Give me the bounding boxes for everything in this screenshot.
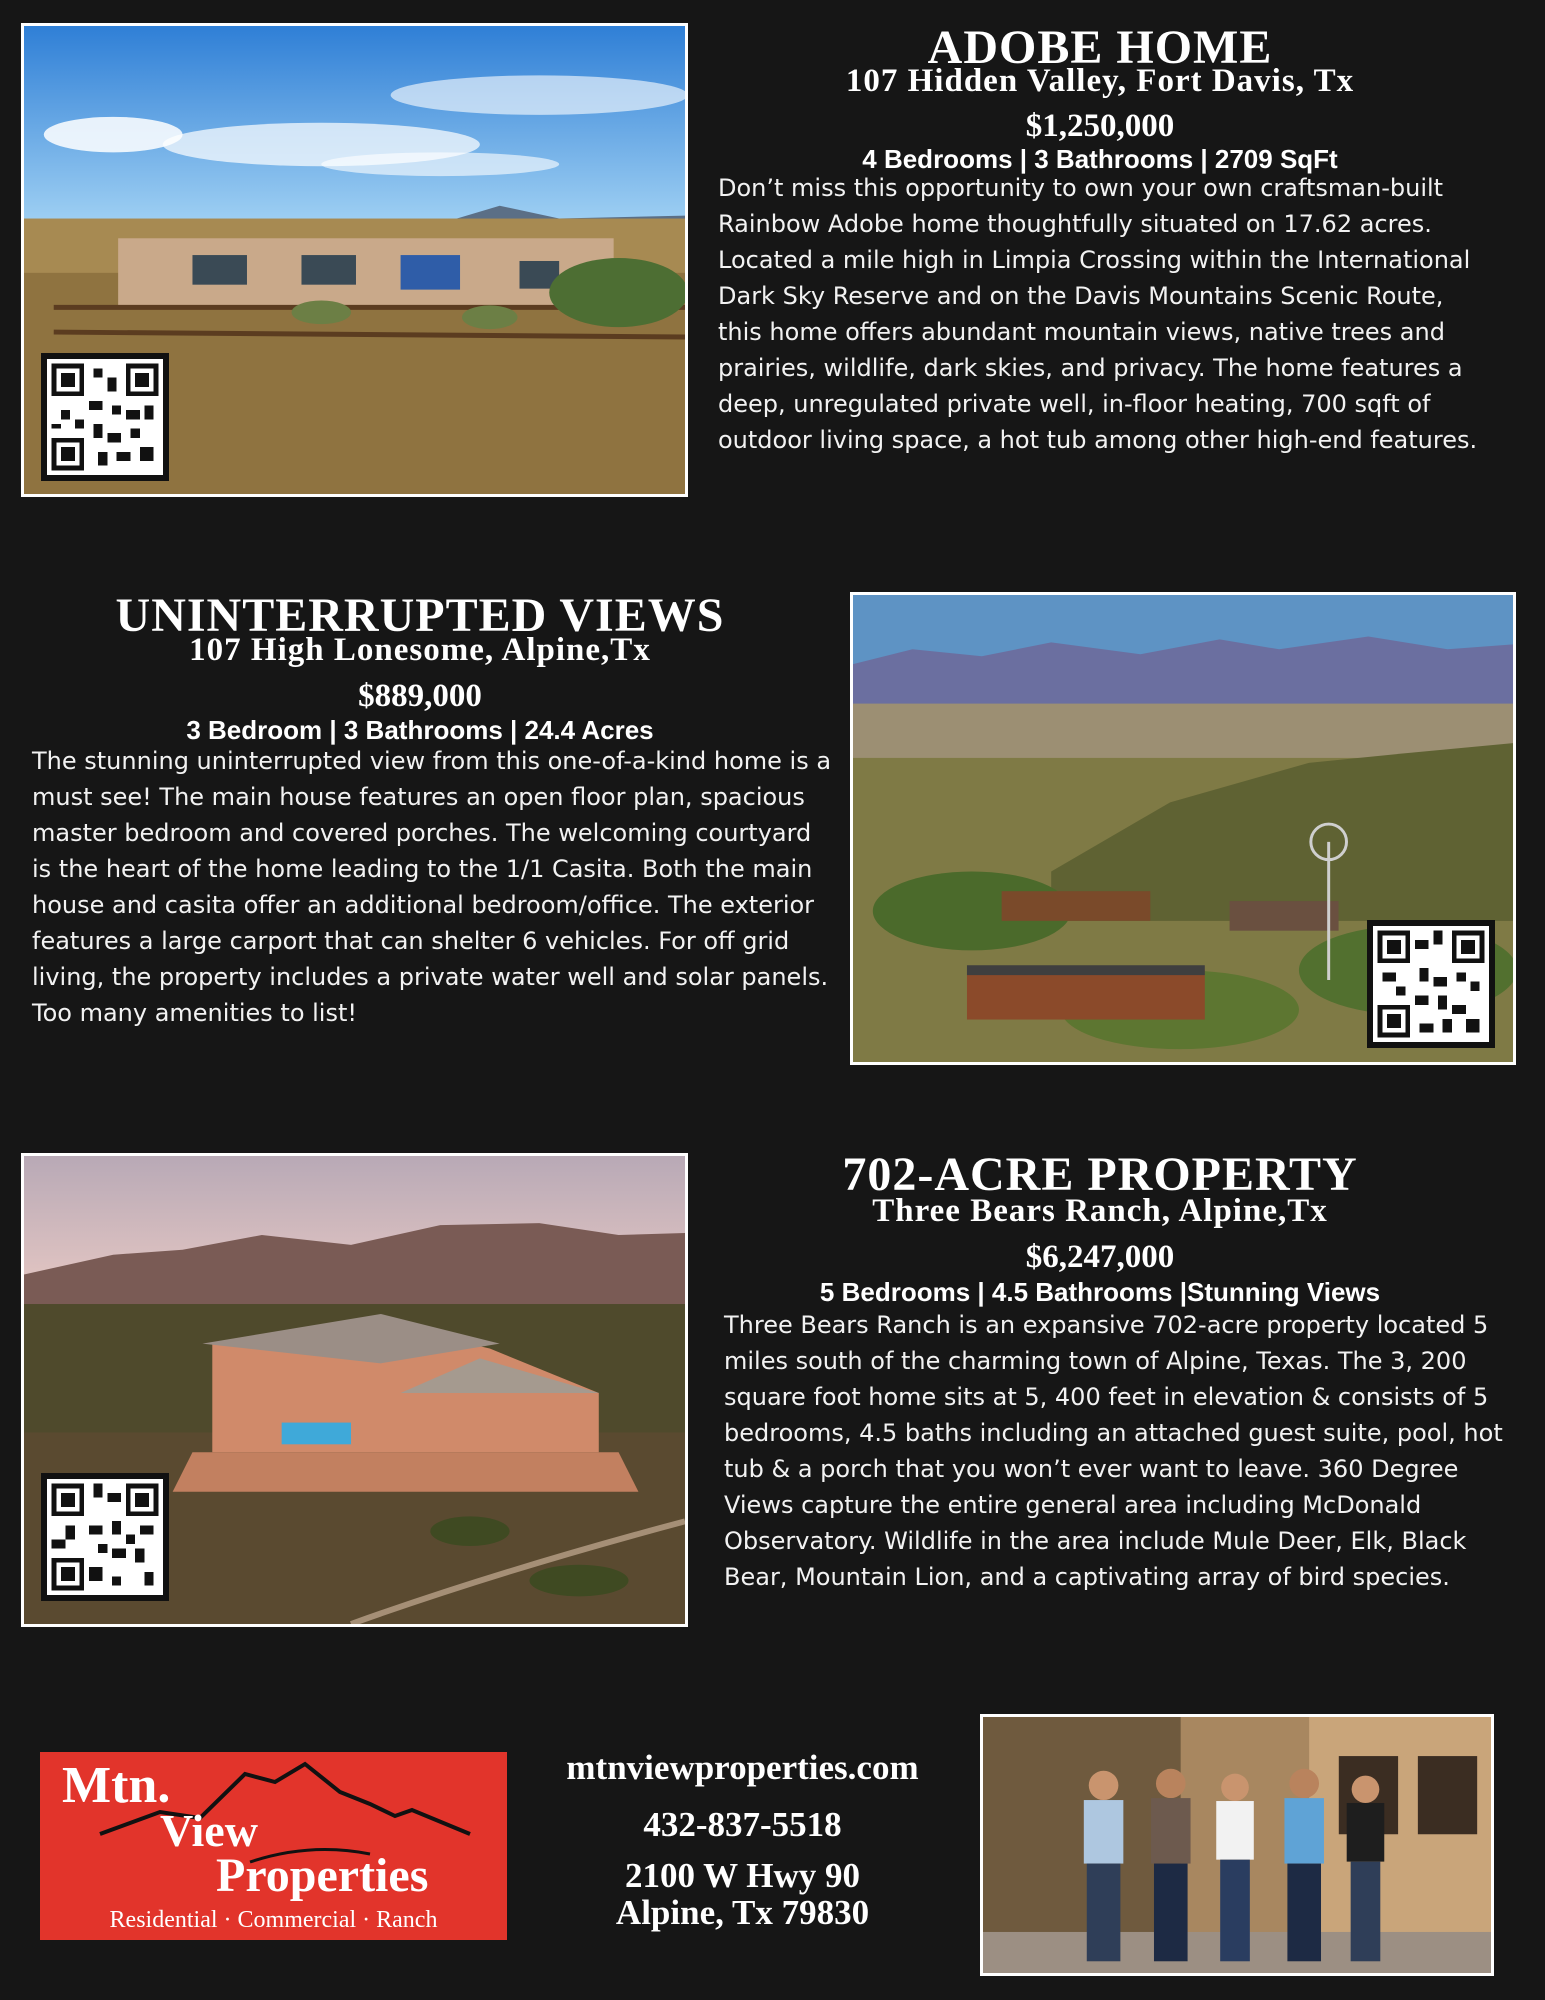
team-photo bbox=[980, 1714, 1494, 1976]
listing-1-specs: 4 Bedrooms | 3 Bathrooms | 2709 SqFt bbox=[862, 144, 1338, 174]
listing-3-specs: 5 Bedrooms | 4.5 Bathrooms |Stunning Views bbox=[819, 1277, 1381, 1307]
logo-tagline: Residential · Commercial · Ranch bbox=[109, 1907, 438, 1933]
listing-1-description: Don’t miss this opportunity to own your own craftsman-built Rainbow Adobe home thoughtfully situated on 17.62 acres. Located a mile high in Limpia Crossing within the International Dark Sky Reserve and on the Davis Mountains Scenic Route, this home offers abundant mountain views, native trees and prairies, wildlife, dark skies, and privacy. The home features a deep, unregulated private well, in-floor heating, 700 sqft of outdoor living space, a hot tub among other high-end features. bbox=[718, 174, 1478, 454]
listing-3-title: 702-ACRE PROPERTY bbox=[842, 1148, 1358, 1201]
qr-code[interactable] bbox=[1367, 920, 1495, 1048]
listing-1-address: 107 Hidden Valley, Fort Davis, Tx bbox=[845, 63, 1355, 99]
listing-3-description: Three Bears Ranch is an expansive 702-acre property located 5 miles south of the charming town of Alpine, Texas. The 3, 200 square foot home sits at 5, 400 feet in elevation & consists of 5 bedrooms, 4.5 baths including an attached guest suite, pool, hot tub & a porch that you won’t ever want to leave. 360 Degree Views capture the entire general area including McDonald Observatory. Wildlife in the area include Mule Deer, Elk, Black Bear, Mountain Lion, and a captivating array of bird species. bbox=[724, 1311, 1503, 1591]
street-address: 2100 W Hwy 90 bbox=[625, 1856, 860, 1895]
listing-2-description: The stunning uninterrupted view from this one-of-a-kind home is a must see! The main house features an open floor plan, spacious master bedroom and covered porches. The welcoming courtyard is the heart of the home leading to the 1/1 Casita. Both the main house and casita offer an additional bedroom/office. The exterior features a large carport that can shelter 6 vehicles. For off grid living, the property includes a private water well and solar panels. Too many amenities to list! bbox=[32, 747, 832, 1027]
website-link[interactable]: mtnviewproperties.com bbox=[566, 1748, 919, 1787]
logo-line-1: Mtn. bbox=[62, 1757, 171, 1814]
listing-3-address: Three Bears Ranch, Alpine,Tx bbox=[872, 1193, 1328, 1229]
listing-1-price: $1,250,000 bbox=[1025, 108, 1175, 144]
company-logo bbox=[40, 1752, 507, 1940]
listing-3-price: $6,247,000 bbox=[1025, 1239, 1175, 1275]
listing-2-price: $889,000 bbox=[358, 678, 482, 714]
phone-number[interactable]: 432-837-5518 bbox=[643, 1805, 842, 1844]
listing-2-specs: 3 Bedroom | 3 Bathrooms | 24.4 Acres bbox=[186, 715, 654, 745]
listing-2-title: UNINTERRUPTED VIEWS bbox=[115, 589, 725, 642]
logo-line-2: View bbox=[160, 1805, 258, 1856]
qr-code[interactable] bbox=[41, 353, 169, 481]
qr-code[interactable] bbox=[41, 1473, 169, 1601]
logo-line-3: Properties bbox=[216, 1849, 429, 1902]
listing-2-address: 107 High Lonesome, Alpine,Tx bbox=[189, 632, 651, 668]
city-address: Alpine, Tx 79830 bbox=[615, 1893, 870, 1932]
listing-1-title: ADOBE HOME bbox=[927, 21, 1273, 74]
